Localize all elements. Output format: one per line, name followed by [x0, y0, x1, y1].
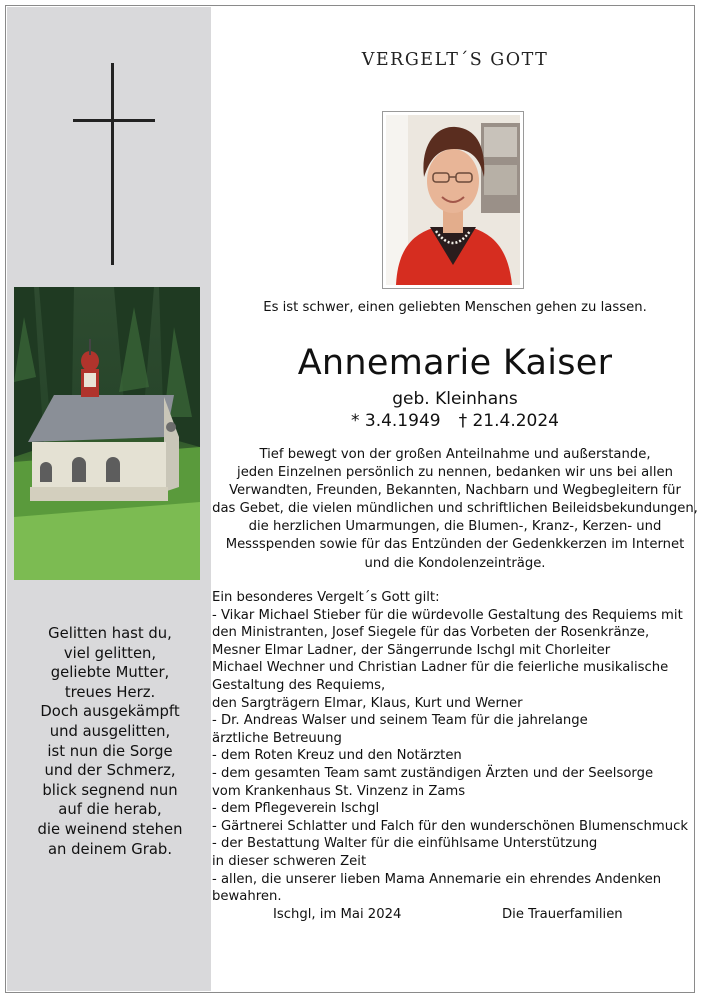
list-item: - Dr. Andreas Walser und seinem Team für die jahrelange ärztliche Betreuung [212, 713, 588, 746]
special-thanks-list [212, 607, 692, 906]
list-item: - Vikar Michael Stieber für die würdevolle Gestaltung des Requiems mit den Ministranten, Josef Siegele für das Vorbeten der Rosenkränze, Mesner Elmar Ladner, der Sängerrunde Ischgl mit Chorleiter Michael Wechner und Christian Ladner für die feierliche musikalische Gestaltung des Requiems, den Sargträgern Elmar, Klaus, Kurt und Werner [212, 607, 683, 711]
cross-icon [111, 63, 114, 265]
list-item: - allen, die unserer lieben Mama Annemarie ein ehrendes Andenken bewahren. [212, 871, 662, 905]
list-item: - dem Pflegeverein Ischgl [212, 801, 380, 817]
life-dates [212, 411, 698, 431]
page-title: VERGELT´S GOTT [361, 50, 549, 70]
maiden-name: geb. Kleinhans [392, 389, 518, 409]
signature: Die Trauerfamilien [502, 907, 623, 922]
special-thanks [212, 589, 692, 906]
portrait-photo [382, 111, 524, 289]
birth-date: * 3.4.1949 [350, 411, 441, 431]
deceased-name: Annemarie Kaiser [297, 343, 613, 383]
chapel-image [14, 287, 200, 580]
list-item: - dem gesamten Team samt zuständigen Ärzten und der Seelsorge vom Krankenhaus St. Vinzenz in Zams [212, 765, 654, 799]
cross-icon-bar [73, 119, 155, 122]
special-thanks-intro: Ein besonderes Vergelt´s Gott gilt: [212, 590, 440, 605]
poem: Gelitten hast du, viel gelitten, geliebte Mutter, treues Herz. Doch ausgekämpft und ausgelitten, ist nun die Sorge und der Schmerz, blick segnend nun auf die herab, die weinend stehen an deinem Grab. [37, 625, 183, 858]
thanks-text: Tief bewegt von der großen Anteilnahme und außerstande, jeden Einzelnen persönlich zu nennen, bedanken wir uns bei allen Verwandten, Freunden, Bekannten, Nachbarn und Wegbegleitern für das Gebet, die vielen mündlichen und schriftlichen Beileidsbekundungen, die herzlichen Umarmungen, die Blumen-, Kranz-, Kerzen- und Messspenden sowie für das Entzünden der Gedenkkerzen im Internet und die Kondolenzeinträge. [212, 447, 698, 571]
memorial-quote: Es ist schwer, einen geliebten Menschen gehen zu lassen. [263, 300, 647, 315]
list-item: - dem Roten Kreuz und den Notärzten [212, 748, 462, 764]
list-item: - Gärtnerei Schlatter und Falch für den wunderschönen Blumenschmuck [212, 818, 688, 834]
list-item: - der Bestattung Walter für die einfühlsame Unterstützung in dieser schweren Zeit [212, 836, 598, 869]
place-date: Ischgl, im Mai 2024 [273, 907, 402, 922]
death-date: † 21.4.2024 [458, 411, 560, 431]
